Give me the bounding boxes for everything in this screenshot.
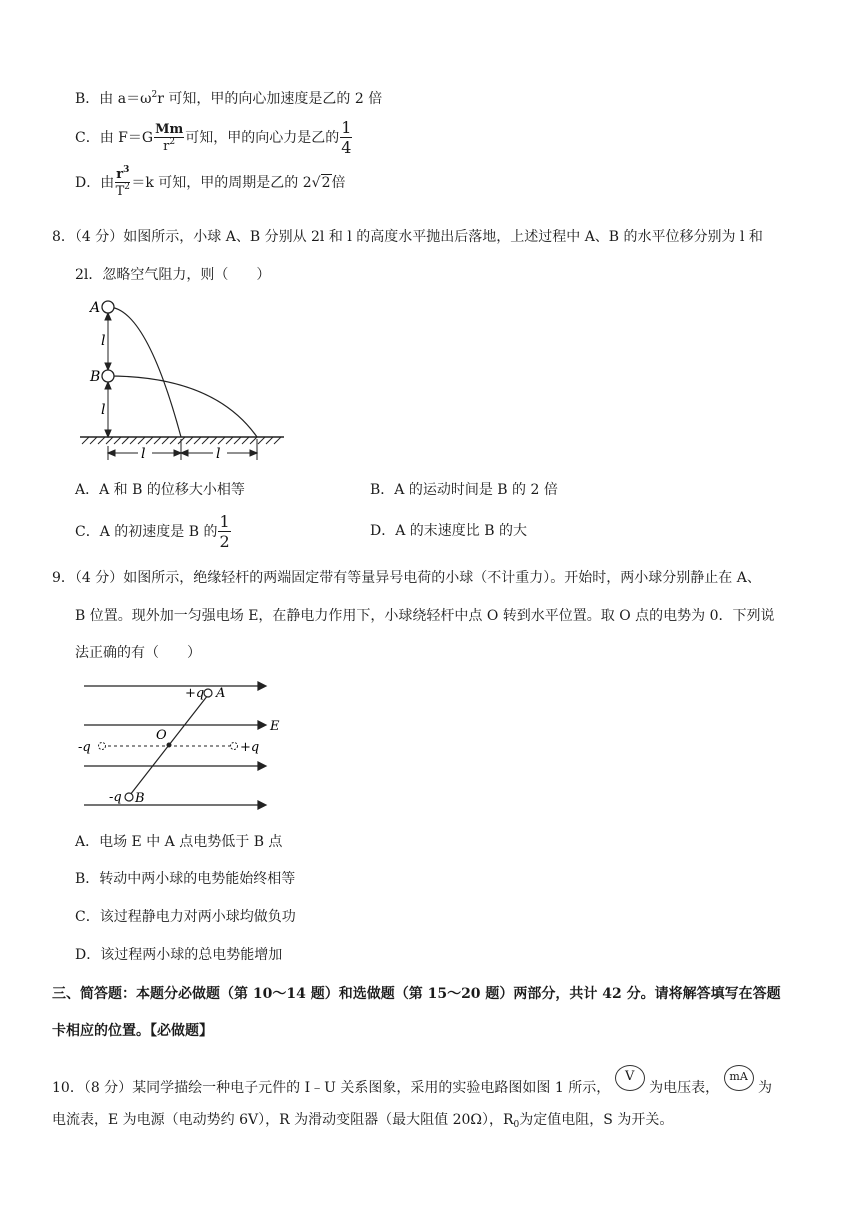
gravitation-denominator-base: r: [163, 139, 170, 154]
label-b: B: [135, 791, 145, 806]
sqrt-radicand: 2: [321, 175, 331, 191]
trajectory-a: [108, 307, 181, 437]
q10-stem-text2-pre: 电流表，E 为电源（电动势约 6V），R 为滑动变阻器（最大阻值 20Ω），R: [52, 1112, 514, 1128]
label-l-horiz-1: l: [141, 446, 146, 462]
q7-option-c: [75, 120, 353, 156]
q7-option-c-label: C．: [75, 130, 100, 146]
q7-option-b: [75, 88, 382, 108]
q8-stem-text1: 如图所示，小球 A、B 分别从 2l 和 l 的高度水平抛出后落地，上述过程中 A、B 的水平位移分别为 l 和: [123, 229, 763, 245]
q8-score: （4 分）: [74, 229, 124, 245]
q9-stem-text1: 如图所示，绝缘轻杆的两端固定带有等量异号电荷的小球（不计重力）。开始时，两小球分别静止在 A、: [123, 570, 761, 586]
electric-field-figure: [74, 675, 294, 813]
label-a: A: [90, 300, 101, 316]
q7-option-b-sup: 2: [151, 90, 158, 100]
ball-right-dashed: [231, 743, 238, 750]
q10-ammeter-desc: 为: [758, 1080, 773, 1096]
label-plus-q-a: +q: [185, 686, 205, 701]
half-fraction-numerator: 1: [219, 512, 230, 531]
q7-option-b-text-post: r 可知，甲的向心加速度是乙的 2 倍: [157, 91, 383, 107]
q7-option-d-text-pre: 由: [100, 175, 115, 191]
q10-stem-text1: 某同学描绘一种电子元件的 I﹣U 关系图象，采用的实验电路图如图 1 所示，: [132, 1080, 611, 1096]
q7-option-c-text-pre: 由 F＝G: [99, 130, 154, 146]
q10-stem-line1: [52, 1069, 773, 1101]
q7-option-b-text-pre: 由 a＝ω: [99, 91, 152, 107]
q9-number: 9．: [52, 570, 75, 586]
q10-stem-line2: [52, 1109, 673, 1129]
gravitation-fraction-numerator: Mm: [155, 122, 184, 137]
label-o: O: [156, 728, 167, 743]
q9-stem-line3: 法正确的有（ ）: [75, 645, 201, 661]
voltmeter-icon: V: [615, 1065, 645, 1091]
quarter-fraction: [340, 120, 352, 156]
label-plus-q-right: +q: [240, 740, 260, 755]
ball-a: [102, 301, 114, 313]
q9-option-b: B．转动中两小球的电势能始终相等: [75, 871, 296, 887]
quarter-fraction-numerator: 1: [341, 118, 352, 137]
q8-number: 8．: [52, 229, 75, 245]
q7-option-c-text-mid: 可知，甲的向心力是乙的: [185, 130, 340, 146]
kepler-fraction-numerator: [115, 165, 130, 183]
q8-stem-line2: 2l．忽略空气阻力，则（ ）: [75, 267, 271, 283]
q9-stem-line2: B 位置。现外加一匀强电场 E，在静电力作用下，小球绕轻杆中点 O 转到水平位置。取 O 点的电势为 0．下列说: [75, 608, 775, 624]
label-minus-q-left: -q: [78, 740, 91, 755]
projectile-figure: [74, 296, 289, 466]
label-b: B: [90, 369, 101, 385]
q8-option-c-text: C．A 的初速度是 B 的: [75, 524, 218, 540]
label-a: A: [216, 686, 226, 701]
q9-option-a: A．电场 E 中 A 点电势低于 B 点: [75, 834, 283, 850]
q9-stem-line1: [52, 567, 761, 587]
kepler-denominator-base: T: [115, 184, 125, 199]
label-l-horiz-2: l: [216, 446, 221, 462]
trajectory-b: [108, 376, 257, 437]
gravitation-denominator-sup: 2: [169, 137, 176, 147]
gravitation-fraction: [154, 123, 184, 153]
half-fraction: [218, 514, 230, 550]
q8-option-b: B．A 的运动时间是 B 的 2 倍: [370, 482, 558, 498]
ball-b: [102, 370, 114, 382]
label-minus-q-b: -q: [109, 790, 122, 805]
horizontal-dimension: [108, 439, 257, 460]
q8-option-a: A．A 和 B 的位移大小相等: [75, 482, 245, 498]
q7-option-d-text-mid: ＝k 可知，甲的周期是乙的 2: [131, 175, 312, 191]
q7-option-d: [75, 165, 346, 199]
q8-stem-line1: [52, 226, 763, 246]
ball-b: [125, 793, 133, 801]
center-point-o: [167, 743, 172, 748]
quarter-fraction-denominator: 4: [341, 138, 352, 157]
q10-number: 10．: [52, 1080, 84, 1096]
kepler-numerator-base: r: [116, 167, 124, 182]
sqrt-symbol: √2: [311, 175, 331, 191]
label-l-upper: l: [101, 333, 106, 349]
label-e: E: [270, 719, 280, 734]
q7-option-d-label: D．: [75, 175, 101, 191]
kepler-numerator-sup: 3: [123, 165, 130, 175]
section-heading-line2: 卡相应的位置。【必做题】: [52, 1023, 213, 1039]
gravitation-fraction-denominator: [154, 138, 184, 153]
q9-option-c: C．该过程静电力对两小球均做负功: [75, 909, 296, 925]
q10-stem-text2-post: 为定值电阻，S 为开关。: [519, 1112, 674, 1128]
kepler-fraction: [115, 165, 130, 199]
kepler-fraction-denominator: [115, 183, 130, 198]
ammeter-icon: mA: [724, 1065, 754, 1091]
q10-voltmeter-desc: 为电压表，: [649, 1080, 720, 1096]
ball-a: [204, 689, 212, 697]
q9-score: （4 分）: [74, 570, 124, 586]
section-heading-line1: 三、简答题：本题分必做题（第 10～14 题）和选做题（第 15～20 题）两部分，共计 42 分。请将解答填写在答题: [52, 986, 781, 1002]
q9-option-d: D．该过程两小球的总电势能增加: [75, 947, 283, 963]
q10-score: （8 分）: [83, 1080, 133, 1096]
q8-option-d: D．A 的末速度比 B 的大: [370, 523, 527, 539]
label-l-lower: l: [101, 402, 106, 418]
q8-option-c: [75, 514, 232, 550]
q10-r0-subscript: 0: [513, 1120, 520, 1130]
q7-option-d-text-post: 倍: [331, 175, 346, 191]
kepler-denominator-sup: 2: [124, 182, 130, 192]
q7-option-b-label: B．: [75, 91, 100, 107]
half-fraction-denominator: 2: [219, 532, 230, 551]
ball-left-dashed: [99, 743, 106, 750]
